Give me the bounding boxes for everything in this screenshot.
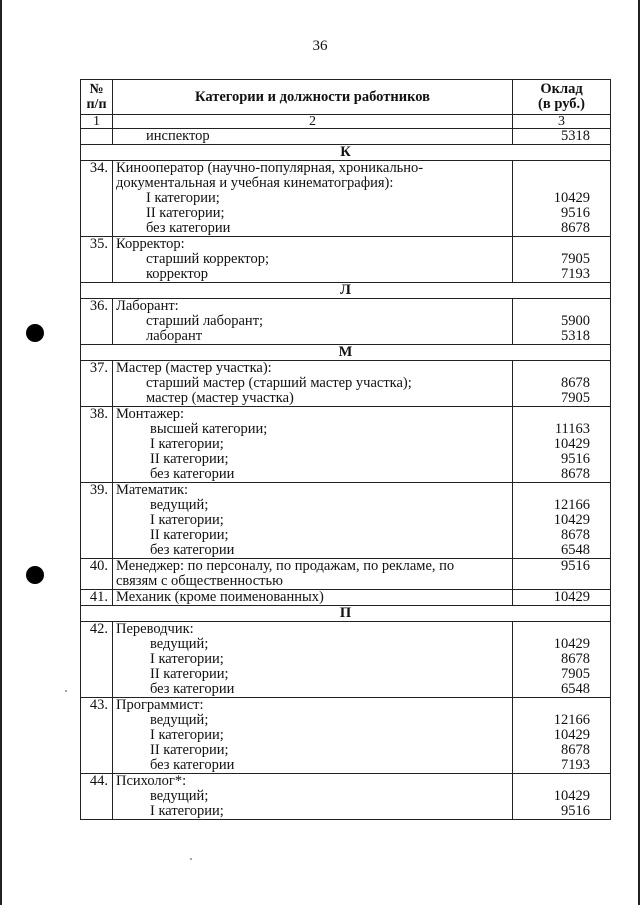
salary-value: 9516 bbox=[561, 803, 590, 819]
position-text: старший лаборант; bbox=[146, 313, 264, 329]
salary-value: 8678 bbox=[561, 742, 590, 758]
position-text: I категории; bbox=[150, 727, 224, 743]
position-text: Механик (кроме поименованных) bbox=[116, 589, 324, 605]
table-row bbox=[81, 407, 611, 483]
position-text: без категории bbox=[150, 681, 235, 697]
salary-value: 10429 bbox=[553, 436, 590, 452]
table-header-row bbox=[81, 80, 611, 115]
salary-cell bbox=[513, 361, 611, 407]
salary-value: 6548 bbox=[561, 542, 590, 558]
salary-cell bbox=[513, 237, 611, 283]
table-row bbox=[81, 361, 611, 407]
position-text: ведущий; bbox=[150, 497, 209, 513]
row-number: 43. bbox=[81, 698, 113, 774]
position-text: Корректор: bbox=[116, 236, 185, 252]
table-body bbox=[81, 129, 611, 820]
header-number bbox=[81, 80, 113, 115]
scan-speck bbox=[190, 858, 192, 860]
salary-value: 12166 bbox=[553, 712, 590, 728]
salary-value: 10429 bbox=[553, 788, 590, 804]
section-letter: Л bbox=[81, 283, 611, 299]
salary-value: 5900 bbox=[561, 313, 590, 329]
section-letter: К bbox=[81, 145, 611, 161]
position-text: без категории bbox=[150, 542, 235, 558]
position-text: II категории; bbox=[146, 205, 225, 221]
position-text: мастер (мастер участка) bbox=[146, 390, 294, 406]
salary-value bbox=[516, 361, 590, 376]
salary-table bbox=[80, 79, 611, 820]
header-category: Категории и должности работников bbox=[113, 80, 513, 115]
position-text: II категории; bbox=[150, 666, 229, 682]
salary-value: 10429 bbox=[553, 589, 590, 605]
scan-speck bbox=[65, 690, 67, 692]
salary-cell bbox=[513, 774, 611, 820]
salary-value: 9516 bbox=[561, 451, 590, 467]
row-number: 38. bbox=[81, 407, 113, 483]
section-letter-row bbox=[81, 606, 611, 622]
table-row bbox=[81, 237, 611, 283]
salary-value: 7905 bbox=[561, 251, 590, 267]
table-row bbox=[81, 299, 611, 345]
table-row bbox=[81, 161, 611, 237]
salary-value bbox=[516, 237, 590, 252]
position-text: II категории; bbox=[150, 451, 229, 467]
salary-value: 7905 bbox=[561, 666, 590, 682]
position-text: ведущий; bbox=[150, 712, 209, 728]
row-number bbox=[81, 129, 113, 145]
position-text: Программист: bbox=[116, 697, 204, 713]
position-text: документальная и учебная кинематография): bbox=[116, 175, 394, 191]
salary-value: 6548 bbox=[561, 681, 590, 697]
position-text: без категории bbox=[150, 757, 235, 773]
salary-value: 11163 bbox=[554, 421, 590, 437]
column-index: 3 bbox=[513, 115, 611, 129]
salary-value: 8678 bbox=[561, 375, 590, 391]
row-number: 41. bbox=[81, 590, 113, 606]
salary-value bbox=[516, 622, 590, 637]
position-text: ведущий; bbox=[150, 636, 209, 652]
salary-value bbox=[516, 161, 590, 176]
row-number: 34. bbox=[81, 161, 113, 237]
scan-border-left bbox=[0, 0, 2, 905]
salary-cell bbox=[513, 698, 611, 774]
position-text: Мастер (мастер участка): bbox=[116, 360, 272, 376]
salary-cell bbox=[513, 483, 611, 559]
position-text: ведущий; bbox=[150, 788, 209, 804]
position-text: старший корректор; bbox=[146, 251, 269, 267]
position-text: Математик: bbox=[116, 482, 189, 498]
page-number: 36 bbox=[312, 38, 328, 54]
position-text: связям с общественностью bbox=[116, 573, 283, 589]
section-letter-row bbox=[81, 345, 611, 361]
salary-value: 7905 bbox=[561, 390, 590, 406]
position-cell bbox=[113, 237, 513, 283]
row-number: 35. bbox=[81, 237, 113, 283]
salary-value: 8678 bbox=[561, 220, 590, 236]
position-text: лаборант bbox=[146, 328, 203, 344]
position-cell bbox=[113, 774, 513, 820]
position-text: I категории; bbox=[150, 803, 224, 819]
position-text: старший мастер (старший мастер участка); bbox=[146, 375, 412, 391]
position-cell bbox=[113, 407, 513, 483]
section-letter: М bbox=[81, 345, 611, 361]
position-text: I категории; bbox=[150, 436, 224, 452]
salary-value bbox=[516, 483, 590, 498]
table-row bbox=[81, 622, 611, 698]
table-row bbox=[81, 774, 611, 820]
salary-value: 8678 bbox=[561, 527, 590, 543]
salary-value: 9516 bbox=[561, 205, 590, 221]
salary-cell bbox=[513, 299, 611, 345]
salary-value: 7193 bbox=[561, 757, 590, 773]
salary-value: 7193 bbox=[561, 266, 590, 282]
position-cell bbox=[113, 590, 513, 606]
position-text: I категории; bbox=[150, 651, 224, 667]
salary-value bbox=[516, 299, 590, 314]
position-cell bbox=[113, 698, 513, 774]
salary-cell bbox=[513, 407, 611, 483]
section-letter-row bbox=[81, 283, 611, 299]
column-index-row bbox=[81, 115, 611, 129]
salary-value bbox=[516, 774, 590, 789]
header-salary-line: Оклад bbox=[540, 81, 583, 97]
salary-value: 10429 bbox=[553, 512, 590, 528]
header-salary bbox=[513, 80, 611, 115]
salary-value: 10429 bbox=[553, 727, 590, 743]
salary-value: 10429 bbox=[553, 190, 590, 206]
position-text: Менеджер: по персоналу, по продажам, по рекламе, по bbox=[116, 558, 455, 574]
header-salary-line: (в руб.) bbox=[538, 96, 585, 112]
salary-value: 9516 bbox=[561, 558, 590, 574]
salary-cell bbox=[513, 559, 611, 590]
position-cell bbox=[113, 622, 513, 698]
salary-cell bbox=[513, 161, 611, 237]
salary-value bbox=[516, 698, 590, 713]
table-row bbox=[81, 559, 611, 590]
position-text: без категории bbox=[150, 466, 235, 482]
position-text: Монтажер: bbox=[116, 406, 185, 422]
row-number: 42. bbox=[81, 622, 113, 698]
salary-value bbox=[516, 176, 590, 191]
salary-value: 8678 bbox=[561, 651, 590, 667]
section-letter-row bbox=[81, 145, 611, 161]
table-row bbox=[81, 129, 611, 145]
punch-hole-bottom bbox=[26, 566, 44, 584]
position-cell bbox=[113, 129, 513, 145]
position-text: высшей категории; bbox=[150, 421, 268, 437]
position-cell bbox=[113, 161, 513, 237]
position-text: Кинооператор (научно-популярная, хроникально- bbox=[116, 160, 424, 176]
column-index: 1 bbox=[81, 115, 113, 129]
position-text: Психолог*: bbox=[116, 773, 187, 789]
salary-value: 8678 bbox=[561, 466, 590, 482]
row-number: 36. bbox=[81, 299, 113, 345]
header-number-line: п/п bbox=[86, 97, 107, 112]
row-number: 37. bbox=[81, 361, 113, 407]
row-number: 40. bbox=[81, 559, 113, 590]
table-row bbox=[81, 483, 611, 559]
section-letter: П bbox=[81, 606, 611, 622]
position-text: I категории; bbox=[150, 512, 224, 528]
position-text: без категории bbox=[146, 220, 231, 236]
position-text: II категории; bbox=[150, 527, 229, 543]
position-text: II категории; bbox=[150, 742, 229, 758]
header-number-line: № bbox=[89, 82, 104, 97]
position-cell bbox=[113, 483, 513, 559]
position-text: инспектор bbox=[146, 128, 210, 144]
position-text: I категории; bbox=[146, 190, 220, 206]
salary-cell bbox=[513, 622, 611, 698]
position-text: корректор bbox=[146, 266, 208, 282]
position-text: Переводчик: bbox=[116, 621, 194, 637]
punch-hole-top bbox=[26, 324, 44, 342]
row-number: 44. bbox=[81, 774, 113, 820]
position-cell bbox=[113, 361, 513, 407]
column-index: 2 bbox=[113, 115, 513, 129]
salary-cell bbox=[513, 590, 611, 606]
table-row bbox=[81, 590, 611, 606]
salary-value: 5318 bbox=[561, 328, 590, 344]
position-cell bbox=[113, 559, 513, 590]
salary-value bbox=[516, 574, 590, 589]
position-text: Лаборант: bbox=[116, 298, 179, 314]
salary-value: 12166 bbox=[553, 497, 590, 513]
position-cell bbox=[113, 299, 513, 345]
table-row bbox=[81, 698, 611, 774]
salary-value: 5318 bbox=[561, 128, 590, 144]
salary-cell bbox=[513, 129, 611, 145]
salary-value bbox=[516, 407, 590, 422]
row-number: 39. bbox=[81, 483, 113, 559]
salary-value: 10429 bbox=[553, 636, 590, 652]
